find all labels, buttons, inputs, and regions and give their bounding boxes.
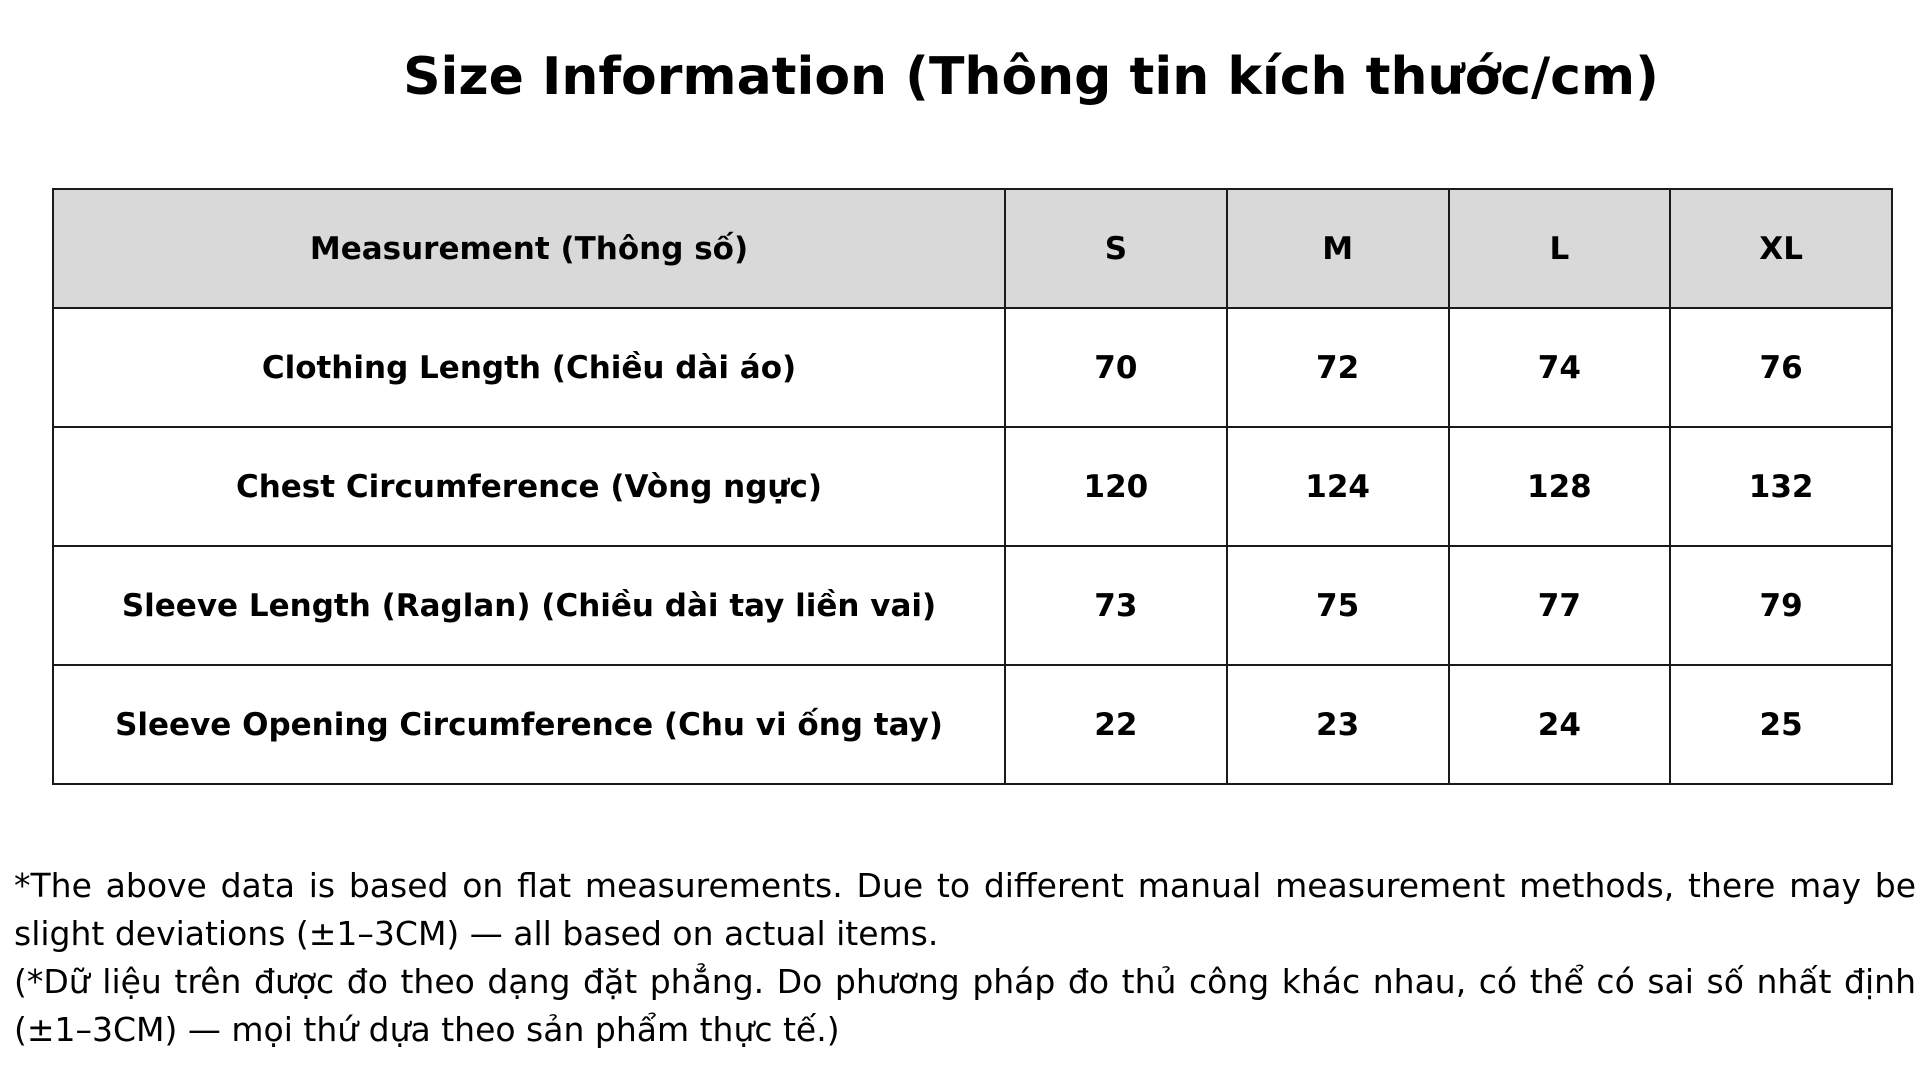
table-cell: 72 <box>1227 308 1449 427</box>
note-english: *The above data is based on flat measurements. Due to different manual measurement methods, there may be slight deviations (±1–3CM) — all based on actual items. <box>14 866 1916 953</box>
row-label: Chest Circumference (Vòng ngực) <box>53 427 1005 546</box>
table-cell: 22 <box>1005 665 1227 784</box>
table-row <box>53 665 1892 784</box>
table-row <box>53 308 1892 427</box>
row-label: Clothing Length (Chiều dài áo) <box>53 308 1005 427</box>
header-size-s: S <box>1005 189 1227 308</box>
row-label: Sleeve Opening Circumference (Chu vi ống tay) <box>53 665 1005 784</box>
table-cell: 128 <box>1449 427 1671 546</box>
table-cell: 75 <box>1227 546 1449 665</box>
table-cell: 70 <box>1005 308 1227 427</box>
row-label: Sleeve Length (Raglan) (Chiều dài tay liền vai) <box>53 546 1005 665</box>
table-cell: 25 <box>1670 665 1892 784</box>
header-size-m: M <box>1227 189 1449 308</box>
size-table <box>52 188 1893 785</box>
table-cell: 74 <box>1449 308 1671 427</box>
note-vietnamese: (*Dữ liệu trên được đo theo dạng đặt phẳng. Do phương pháp đo thủ công khác nhau, có thể có sai số nhất định (±1–3CM) — mọi thứ dựa theo sản phẩm thực tế.) <box>14 962 1916 1049</box>
header-size-l: L <box>1449 189 1671 308</box>
table-cell: 76 <box>1670 308 1892 427</box>
table-cell: 23 <box>1227 665 1449 784</box>
header-measurement: Measurement (Thông số) <box>53 189 1005 308</box>
table-cell: 132 <box>1670 427 1892 546</box>
table-row <box>53 427 1892 546</box>
table-cell: 124 <box>1227 427 1449 546</box>
table-cell: 24 <box>1449 665 1671 784</box>
table-cell: 79 <box>1670 546 1892 665</box>
page-title: Size Information (Thông tin kích thước/cm) <box>403 47 1659 107</box>
header-size-xl: XL <box>1670 189 1892 308</box>
table-row <box>53 546 1892 665</box>
measurement-note <box>14 862 1916 1054</box>
table-cell: 120 <box>1005 427 1227 546</box>
table-cell: 73 <box>1005 546 1227 665</box>
table-header-row <box>53 189 1892 308</box>
table-cell: 77 <box>1449 546 1671 665</box>
